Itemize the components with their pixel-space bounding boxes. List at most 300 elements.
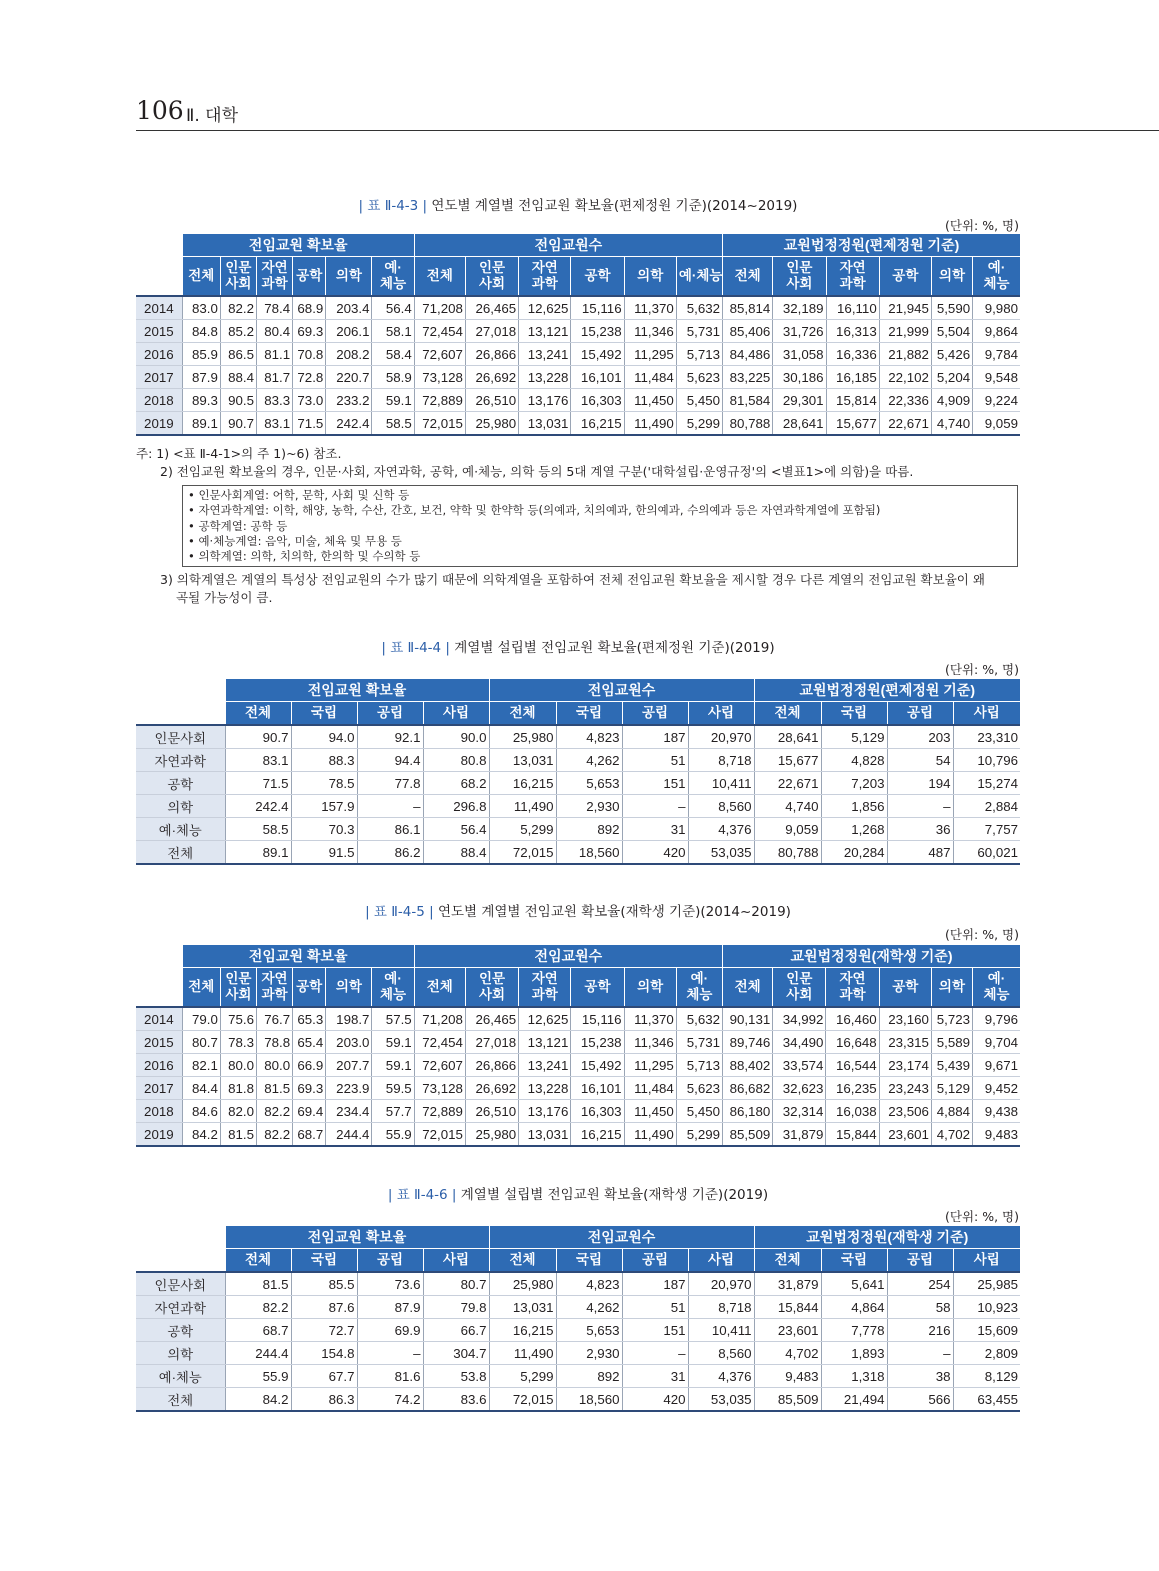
data-cell: 7,203 (821, 772, 887, 795)
row-label: 예·체능 (136, 1365, 225, 1388)
data-cell: 26,692 (465, 366, 518, 389)
data-cell: – (887, 1342, 953, 1365)
data-cell: 4,262 (556, 1296, 622, 1319)
data-cell: 31 (622, 1365, 688, 1388)
data-cell: 203.4 (326, 296, 372, 320)
data-cell: 11,450 (624, 389, 676, 412)
column-header: 인문 사회 (465, 257, 518, 297)
data-cell: 72,015 (489, 841, 556, 865)
data-cell: 59.1 (372, 389, 414, 412)
data-cell: 73,128 (414, 1077, 465, 1100)
data-cell: 15,609 (953, 1319, 1020, 1342)
data-cell: 90,131 (723, 1007, 773, 1031)
row-label: 인문사회 (136, 725, 225, 749)
column-header: 공립 (357, 1249, 423, 1273)
data-cell: 11,450 (624, 1100, 676, 1123)
data-cell: 72,889 (414, 1100, 465, 1123)
data-cell: 21,882 (879, 343, 931, 366)
data-cell: 8,718 (688, 749, 754, 772)
data-cell: 15,844 (754, 1296, 821, 1319)
data-cell: 79.8 (423, 1296, 489, 1319)
data-cell: 7,778 (821, 1319, 887, 1342)
data-cell: 57.5 (372, 1007, 414, 1031)
data-cell: 66.7 (423, 1319, 489, 1342)
row-label: 2019 (136, 412, 182, 436)
column-group-header: 교원법정정원(재학생 기준) (754, 1226, 1020, 1249)
column-header: 국립 (291, 702, 357, 726)
column-header: 인문 사회 (773, 968, 826, 1008)
data-cell: 15,844 (826, 1123, 879, 1147)
table-row (136, 1365, 1020, 1388)
table-row (136, 343, 1020, 366)
data-cell: 27,018 (465, 1031, 518, 1054)
data-cell: 84.6 (182, 1100, 220, 1123)
data-cell: 58.1 (372, 320, 414, 343)
data-cell: – (622, 795, 688, 818)
data-cell: 31 (622, 818, 688, 841)
data-cell: 11,370 (624, 1007, 676, 1031)
data-cell: 71,208 (414, 296, 465, 320)
row-label: 의학 (136, 795, 225, 818)
data-cell: 15,492 (571, 1054, 624, 1077)
data-cell: 36 (887, 818, 953, 841)
data-cell: 5,731 (676, 320, 722, 343)
data-cell: 90.7 (225, 725, 291, 749)
data-cell: 18,560 (556, 841, 622, 865)
data-cell: 151 (622, 772, 688, 795)
data-cell: 5,713 (676, 343, 722, 366)
data-cell: 9,980 (973, 296, 1020, 320)
column-group-header: 전임교원수 (489, 1226, 754, 1249)
column-header: 국립 (556, 1249, 622, 1273)
data-cell: 71.5 (293, 412, 326, 436)
data-cell: 9,059 (973, 412, 1020, 436)
data-cell: 157.9 (291, 795, 357, 818)
data-cell: 10,411 (688, 772, 754, 795)
row-label: 전체 (136, 841, 225, 865)
data-cell: 154.8 (291, 1342, 357, 1365)
unit-label: (단위: %, 명) (945, 927, 1019, 942)
data-cell: 304.7 (423, 1342, 489, 1365)
data-cell: 25,980 (465, 412, 518, 436)
data-cell: 16,215 (571, 1123, 624, 1147)
data-cell: 13,241 (519, 343, 571, 366)
row-label: 공학 (136, 772, 225, 795)
data-cell: 73,128 (414, 366, 465, 389)
data-cell: 9,864 (973, 320, 1020, 343)
data-cell: 4,823 (556, 1272, 622, 1296)
column-header: 공학 (293, 257, 326, 297)
table-row (136, 749, 1020, 772)
data-cell: 16,215 (489, 772, 556, 795)
data-cell: 23,174 (879, 1054, 931, 1077)
data-cell: 21,494 (821, 1388, 887, 1412)
data-cell: 16,101 (571, 366, 624, 389)
data-cell: 38 (887, 1365, 953, 1388)
data-cell: 4,702 (931, 1123, 972, 1147)
data-cell: 9,438 (973, 1100, 1020, 1123)
data-cell: 2,809 (953, 1342, 1020, 1365)
column-group-header: 전임교원 확보율 (182, 234, 414, 257)
data-cell: 94.4 (357, 749, 423, 772)
column-header: 전체 (723, 257, 773, 297)
data-cell: 566 (887, 1388, 953, 1412)
data-cell: 81.5 (220, 1123, 256, 1147)
data-cell: 13,241 (519, 1054, 571, 1077)
data-cell: 13,031 (519, 412, 571, 436)
data-cell: 33,574 (773, 1054, 826, 1077)
table-title: 연도별 계열별 전임교원 확보율(재학생 기준)(2014~2019) (437, 904, 791, 920)
data-cell: 32,314 (773, 1100, 826, 1123)
data-cell: 198.7 (326, 1007, 372, 1031)
table-row (136, 389, 1020, 412)
column-header: 공립 (887, 702, 953, 726)
data-cell: 16,648 (826, 1031, 879, 1054)
data-cell: 28,641 (773, 412, 826, 436)
data-cell: 7,757 (953, 818, 1020, 841)
data-cell: 26,510 (465, 1100, 518, 1123)
data-cell: 5,426 (931, 343, 972, 366)
data-cell: 25,985 (953, 1272, 1020, 1296)
data-cell: 187 (622, 1272, 688, 1296)
unit-label: (단위: %, 명) (945, 1209, 1019, 1224)
note-3-line: 곡될 가능성이 큼. (176, 590, 273, 605)
column-header: 공학 (293, 968, 326, 1008)
row-label: 2014 (136, 1007, 182, 1031)
data-cell: 4,740 (931, 412, 972, 436)
data-cell: 20,970 (688, 1272, 754, 1296)
column-header: 전체 (414, 968, 465, 1008)
data-cell: 9,796 (973, 1007, 1020, 1031)
data-cell: 5,299 (489, 818, 556, 841)
data-cell: 83.3 (257, 389, 293, 412)
data-cell: – (622, 1342, 688, 1365)
data-cell: 21,999 (879, 320, 931, 343)
data-cell: 72,454 (414, 320, 465, 343)
data-cell: 89.1 (225, 841, 291, 865)
data-cell: 4,740 (754, 795, 821, 818)
data-cell: 15,677 (826, 412, 879, 436)
column-group-header: 교원법정정원(편제정원 기준) (754, 679, 1020, 702)
column-group-header: 전임교원 확보율 (225, 1226, 489, 1249)
data-cell: 8,560 (688, 795, 754, 818)
column-header: 전체 (182, 257, 220, 297)
table-row (136, 1296, 1020, 1319)
data-cell: 16,215 (489, 1319, 556, 1342)
data-cell: 1,318 (821, 1365, 887, 1388)
column-header: 공립 (622, 1249, 688, 1273)
column-header: 예· 체능 (973, 257, 1020, 297)
column-header: 공학 (879, 968, 931, 1008)
column-header: 예· 체능 (676, 968, 722, 1008)
table-row (136, 412, 1020, 436)
data-cell: 23,310 (953, 725, 1020, 749)
data-cell: 51 (622, 749, 688, 772)
data-cell: 13,121 (519, 320, 571, 343)
data-table (136, 679, 1020, 865)
data-cell: 242.4 (326, 412, 372, 436)
data-cell: 16,313 (826, 320, 879, 343)
data-cell: 5,731 (676, 1031, 722, 1054)
data-cell: 80.0 (220, 1054, 256, 1077)
table-row (136, 1077, 1020, 1100)
header-blank (136, 1226, 225, 1272)
row-label: 2017 (136, 366, 182, 389)
data-cell: 22,671 (879, 412, 931, 436)
table-row (136, 1123, 1020, 1147)
data-cell: 83.0 (182, 296, 220, 320)
data-cell: 9,483 (973, 1123, 1020, 1147)
column-header: 인문 사회 (465, 968, 518, 1008)
data-cell: 892 (556, 818, 622, 841)
data-cell: 9,704 (973, 1031, 1020, 1054)
column-header: 인문 사회 (773, 257, 826, 297)
row-label: 자연과학 (136, 1296, 225, 1319)
data-cell: 83.1 (257, 412, 293, 436)
table-row (136, 1342, 1020, 1365)
data-cell: 80.8 (423, 749, 489, 772)
data-cell: 56.4 (423, 818, 489, 841)
column-header: 국립 (821, 1249, 887, 1273)
data-cell: 5,129 (821, 725, 887, 749)
data-cell: 90.5 (220, 389, 256, 412)
table-row (136, 841, 1020, 865)
table-row (136, 818, 1020, 841)
data-cell: 208.2 (326, 343, 372, 366)
data-cell: 85,406 (723, 320, 773, 343)
data-cell: 10,796 (953, 749, 1020, 772)
data-cell: 88,402 (723, 1054, 773, 1077)
data-cell: 15,677 (754, 749, 821, 772)
data-cell: 15,274 (953, 772, 1020, 795)
data-cell: 4,823 (556, 725, 622, 749)
data-cell: 16,185 (826, 366, 879, 389)
data-cell: 84.8 (182, 320, 220, 343)
data-cell: 53.8 (423, 1365, 489, 1388)
header-blank (136, 945, 182, 1007)
column-header: 의학 (326, 257, 372, 297)
data-cell: 81,584 (723, 389, 773, 412)
table-number: | 표 Ⅱ-4-6 | (387, 1187, 457, 1203)
table-row (136, 795, 1020, 818)
data-cell: 22,336 (879, 389, 931, 412)
data-cell: 58.9 (372, 366, 414, 389)
chapter-title: Ⅱ. 대학 (186, 106, 239, 126)
data-cell: 2,930 (556, 1342, 622, 1365)
row-label: 2018 (136, 389, 182, 412)
data-cell: 1,856 (821, 795, 887, 818)
table-row (136, 725, 1020, 749)
data-cell: 4,884 (931, 1100, 972, 1123)
data-cell: 203 (887, 725, 953, 749)
data-cell: 21,945 (879, 296, 931, 320)
data-cell: 58.5 (225, 818, 291, 841)
data-cell: 80.7 (182, 1031, 220, 1054)
data-cell: 26,465 (465, 1007, 518, 1031)
data-cell: 31,879 (773, 1123, 826, 1147)
data-cell: 86,180 (723, 1100, 773, 1123)
data-cell: 23,601 (754, 1319, 821, 1342)
data-cell: 5,299 (676, 412, 722, 436)
column-header: 사립 (688, 702, 754, 726)
data-cell: 5,632 (676, 1007, 722, 1031)
data-cell: 223.9 (326, 1077, 372, 1100)
data-cell: 65.4 (293, 1031, 326, 1054)
column-header: 국립 (821, 702, 887, 726)
data-cell: 85,509 (723, 1123, 773, 1147)
data-cell: 79.0 (182, 1007, 220, 1031)
column-group-header: 전임교원 확보율 (225, 679, 489, 702)
column-group-header: 전임교원수 (414, 945, 722, 968)
column-header: 인문 사회 (220, 968, 256, 1008)
table-caption (136, 636, 1020, 656)
data-cell: 296.8 (423, 795, 489, 818)
data-cell: 11,370 (624, 296, 676, 320)
data-cell: 57.7 (372, 1100, 414, 1123)
data-cell: 11,490 (624, 412, 676, 436)
data-cell: 78.5 (291, 772, 357, 795)
data-cell: 72,607 (414, 343, 465, 366)
note-1: 주: 1) <표 Ⅱ-4-1>의 주 1)~6) 참조. (136, 446, 342, 461)
data-cell: 68.2 (423, 772, 489, 795)
data-cell: 31,058 (773, 343, 826, 366)
data-cell: 84,486 (723, 343, 773, 366)
data-cell: – (357, 1342, 423, 1365)
data-cell: 22,671 (754, 772, 821, 795)
data-cell: 85.2 (220, 320, 256, 343)
data-cell: 91.5 (291, 841, 357, 865)
data-cell: 13,176 (519, 1100, 571, 1123)
data-cell: 27,018 (465, 320, 518, 343)
unit-label: (단위: %, 명) (945, 662, 1019, 677)
column-header: 예· 체능 (372, 257, 414, 297)
table-title: 연도별 계열별 전임교원 확보율(편제정원 기준)(2014~2019) (431, 198, 798, 214)
data-cell: 5,439 (931, 1054, 972, 1077)
data-cell: 12,625 (519, 1007, 571, 1031)
data-cell: 82.2 (225, 1296, 291, 1319)
data-cell: 56.4 (372, 296, 414, 320)
row-label: 인문사회 (136, 1272, 225, 1296)
data-cell: 80.7 (423, 1272, 489, 1296)
data-cell: 5,299 (489, 1365, 556, 1388)
data-cell: – (887, 795, 953, 818)
data-cell: 72,607 (414, 1054, 465, 1077)
column-header: 예·체능 (676, 257, 722, 297)
row-label: 의학 (136, 1342, 225, 1365)
data-cell: 68.9 (293, 296, 326, 320)
data-table (136, 945, 1020, 1147)
table-number: | 표 Ⅱ-4-5 | (365, 904, 434, 920)
note-2: 2) 전임교원 확보율의 경우, 인문·사회, 자연과학, 공학, 예·체능, 의학 등의 5대 계열 구분('대학설립·운영규정'의 <별표1>에 의함)을 따름. (160, 464, 914, 479)
data-cell: 11,295 (624, 343, 676, 366)
data-cell: 23,160 (879, 1007, 931, 1031)
note-3-line: 3) 의학계열은 계열의 특성상 전임교원의 수가 많기 때문에 의학계열을 포함하여 전체 전임교원 확보율을 제시할 경우 다른 계열의 전임교원 확보율이 왜 (160, 572, 985, 587)
column-header: 전체 (754, 702, 821, 726)
data-cell: 5,504 (931, 320, 972, 343)
data-cell: 9,671 (973, 1054, 1020, 1077)
data-cell: 82.2 (256, 1123, 292, 1147)
data-cell: 55.9 (372, 1123, 414, 1147)
column-header: 의학 (624, 257, 676, 297)
row-label: 2016 (136, 343, 182, 366)
data-cell: 4,828 (821, 749, 887, 772)
column-header: 공립 (622, 702, 688, 726)
column-header: 의학 (931, 257, 972, 297)
data-cell: 86.1 (357, 818, 423, 841)
data-cell: 420 (622, 1388, 688, 1412)
data-cell: 220.7 (326, 366, 372, 389)
data-cell: 85,509 (754, 1388, 821, 1412)
data-cell: 69.3 (293, 1077, 326, 1100)
data-cell: 80.4 (257, 320, 293, 343)
column-header: 전체 (754, 1249, 821, 1273)
note-box-item: • 예·체능계열: 음악, 미술, 체육 및 무용 등 (188, 533, 402, 548)
data-cell: 15,238 (571, 320, 624, 343)
table-row (136, 1388, 1020, 1412)
data-cell: 83.6 (423, 1388, 489, 1412)
data-cell: 5,632 (676, 296, 722, 320)
note-box-item: • 공학계열: 공학 등 (188, 518, 288, 533)
data-cell: 26,510 (465, 389, 518, 412)
data-cell: 194 (887, 772, 953, 795)
row-label: 자연과학 (136, 749, 225, 772)
note-box-item: • 의학계열: 의학, 치의학, 한의학 및 수의학 등 (188, 549, 421, 564)
column-header: 공학 (879, 257, 931, 297)
data-cell: 10,923 (953, 1296, 1020, 1319)
data-cell: 23,601 (879, 1123, 931, 1147)
data-cell: 87.6 (291, 1296, 357, 1319)
page-number: 106 (136, 96, 184, 125)
data-cell: 13,176 (519, 389, 571, 412)
column-header: 인문 사회 (220, 257, 256, 297)
data-cell: 86.5 (220, 343, 256, 366)
data-cell: 11,484 (624, 366, 676, 389)
data-cell: 88.4 (423, 841, 489, 865)
data-cell: 31,879 (754, 1272, 821, 1296)
column-header: 공립 (357, 702, 423, 726)
table-row (136, 366, 1020, 389)
data-cell: 72,015 (414, 1123, 465, 1147)
data-cell: 234.4 (326, 1100, 372, 1123)
data-cell: 11,346 (624, 1031, 676, 1054)
data-cell: 84.2 (225, 1388, 291, 1412)
data-cell: 82.2 (220, 296, 256, 320)
header-blank (136, 234, 182, 296)
data-cell: 78.8 (256, 1031, 292, 1054)
data-table (136, 234, 1020, 436)
column-header: 자연 과학 (826, 257, 879, 297)
data-cell: 34,992 (773, 1007, 826, 1031)
data-cell: 84.2 (182, 1123, 220, 1147)
column-header: 전체 (723, 968, 773, 1008)
page-header (136, 96, 1159, 131)
data-cell: 5,623 (676, 366, 722, 389)
data-cell: 72,889 (414, 389, 465, 412)
column-header: 국립 (291, 1249, 357, 1273)
data-cell: 70.8 (293, 343, 326, 366)
data-cell: 32,189 (773, 296, 826, 320)
table-row (136, 1319, 1020, 1342)
data-cell: 15,492 (571, 343, 624, 366)
data-cell: 5,204 (931, 366, 972, 389)
data-cell: 25,980 (489, 725, 556, 749)
column-header: 공립 (887, 1249, 953, 1273)
data-cell: 89.3 (182, 389, 220, 412)
table-caption (136, 194, 1020, 214)
table-row (136, 1272, 1020, 1296)
data-cell: 16,336 (826, 343, 879, 366)
data-cell: 58 (887, 1296, 953, 1319)
